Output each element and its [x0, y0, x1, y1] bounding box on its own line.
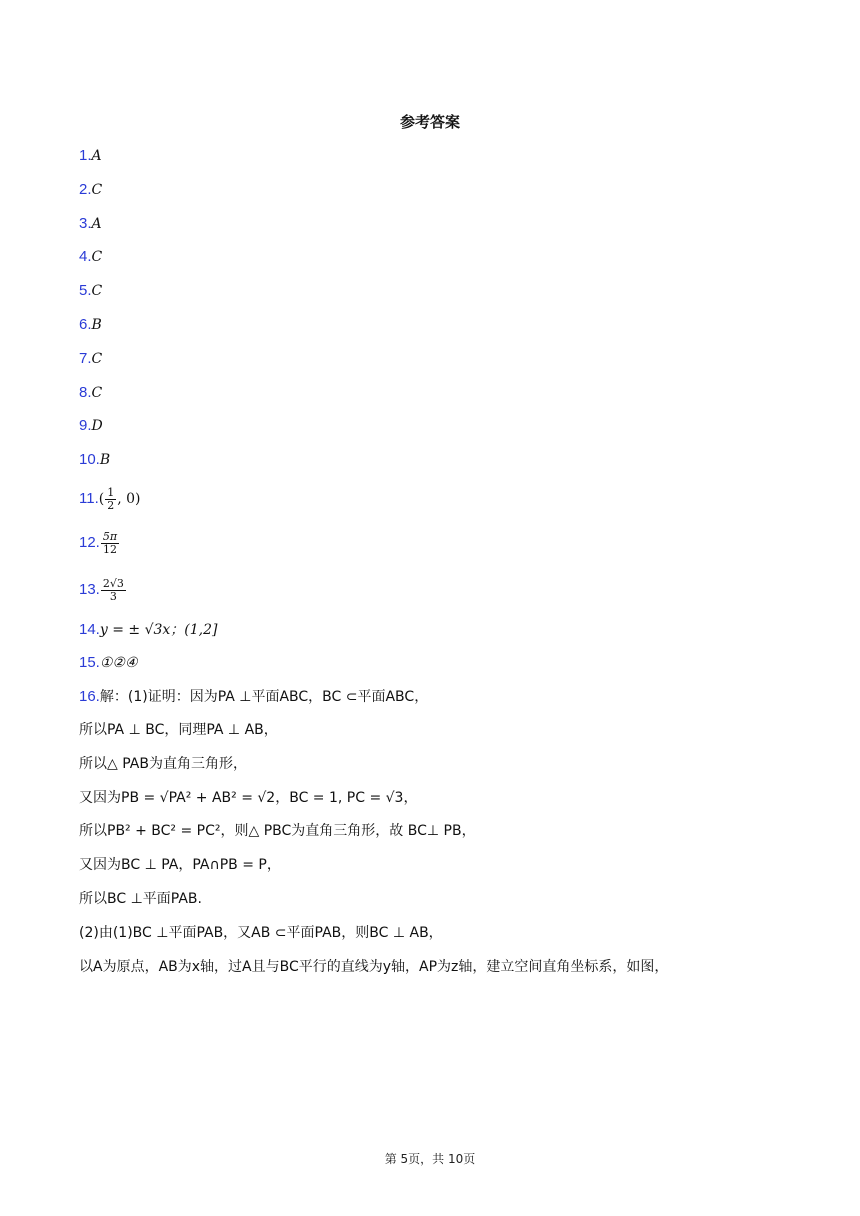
answer-text: C [91, 385, 103, 401]
answer-number: 8. [79, 384, 92, 401]
solution-line: 以A为原点，AB为x轴，过A且与BC平行的直线为y轴，AP为z轴，建立空间直角坐标系，如图， [79, 959, 669, 975]
answer-text: C [91, 283, 103, 299]
solution-line: (2)由(1)BC ⊥平面PAB，又AB ⊂平面PAB，则BC ⊥ AB， [79, 925, 443, 941]
answer-13 [79, 577, 127, 603]
answer-8 [79, 383, 102, 403]
answer-text: ①②④ [99, 655, 138, 671]
answer-number: 11. [79, 490, 99, 507]
fraction [105, 487, 116, 512]
answer-number: 12. [79, 534, 100, 551]
fraction-numerator: 1 [107, 485, 115, 499]
page-title: 参考答案 [399, 113, 460, 131]
answer-14 [79, 620, 218, 640]
answer-text: , 0) [117, 491, 141, 507]
answer-text: C [91, 249, 103, 265]
answer-text: y = ± √3x；(1,2] [99, 622, 218, 638]
answer-16-line-1 [79, 687, 428, 707]
answer-number: 16. [79, 688, 100, 705]
answer-1 [79, 146, 102, 166]
answer-number: 13. [79, 581, 100, 598]
fraction [101, 531, 119, 556]
answer-5 [79, 281, 102, 301]
answer-number: 3. [79, 215, 92, 232]
answer-text: D [91, 418, 103, 434]
answer-number: 15. [79, 654, 100, 671]
solution-line: 又因为BC ⊥ PA，PA∩PB = P， [79, 857, 281, 873]
answer-number: 1. [79, 147, 92, 164]
answer-text: A [91, 216, 102, 232]
answer-12 [79, 530, 120, 556]
answer-10 [79, 450, 110, 470]
page-footer: 第 5页，共 10页 [384, 1152, 476, 1166]
answer-number: 10. [79, 451, 100, 468]
solution-line: 所以BC ⊥平面PAB. [79, 891, 202, 907]
solution-line: 所以PA ⊥ BC，同理PA ⊥ AB， [79, 722, 278, 738]
fraction-denominator: 3 [109, 589, 117, 603]
solution-line: 又因为PB = √PA² + AB² = √2，BC = 1, PC = √3， [79, 790, 418, 806]
answer-11 [79, 486, 141, 512]
answer-7 [79, 349, 102, 369]
answer-number: 9. [79, 417, 92, 434]
answer-number: 7. [79, 350, 92, 367]
answer-number: 6. [79, 316, 92, 333]
answer-6 [79, 315, 102, 335]
answer-text: C [91, 351, 103, 367]
solution-line: 所以PB² + BC² = PC²，则△ PBC为直角三角形，故 BC⊥ PB， [79, 823, 476, 839]
answer-number: 4. [79, 248, 92, 265]
answer-text: A [91, 148, 102, 164]
answer-number: 2. [79, 181, 92, 198]
answer-2 [79, 180, 102, 200]
answer-number: 5. [79, 282, 92, 299]
answer-3 [79, 214, 102, 234]
answer-text: B [91, 317, 102, 333]
answer-4 [79, 247, 102, 267]
fraction-numerator: 5π [102, 529, 118, 543]
fraction-denominator: 12 [102, 542, 117, 556]
paren-open: ( [98, 491, 105, 507]
answer-number: 14. [79, 621, 100, 638]
answer-text: B [99, 452, 111, 468]
answer-15 [79, 653, 138, 673]
fraction-numerator: 2√3 [102, 576, 124, 590]
solution-text: 解：(1)证明：因为PA ⊥平面ABC，BC ⊂平面ABC， [99, 689, 429, 705]
fraction-denominator: 2 [107, 498, 115, 512]
fraction [101, 578, 126, 603]
answer-9 [79, 416, 103, 436]
answer-text: C [91, 182, 103, 198]
solution-line: 所以△ PAB为直角三角形， [79, 756, 247, 772]
